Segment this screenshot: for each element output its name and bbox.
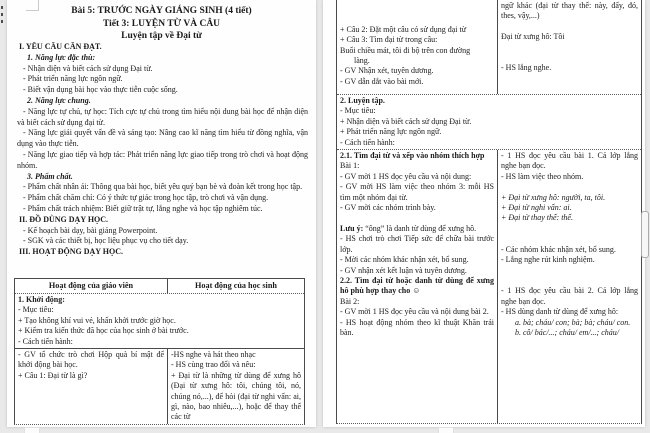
next-page-top-edge — [24, 427, 40, 433]
doc-line — [501, 234, 638, 244]
scrollbar-thumb[interactable] — [641, 211, 649, 258]
doc-line: + Đại từ thay thế: thế. — [501, 213, 573, 223]
doc-line: - Các nhóm khác nhận xét, bổ sung. — [501, 244, 616, 254]
doc-line — [501, 43, 638, 53]
doc-line: + Kiểm tra kiến thức đã học của học sinh ở bài trước. — [18, 326, 189, 336]
doc-line: + Phát triển năng lực ngôn ngữ. — [340, 127, 442, 137]
teacher-activity-cell — [337, 0, 498, 94]
doc-line: - GV mời các nhóm trình bày. — [340, 203, 436, 213]
doc-line: Bài 5: TRƯỚC NGÀY GIÁNG SINH (4 tiết) — [71, 6, 252, 16]
doc-line: - Mời các nhóm khác nhận xét, bổ sung. — [340, 255, 469, 265]
doc-line — [340, 213, 494, 223]
doc-line: Bài 1: — [340, 161, 360, 171]
doc-line: - Phẩm chất chăm chỉ: Có ý thức tự giác trong học tập, trò chơi và vận dụng. — [23, 193, 269, 203]
doc-line — [501, 266, 638, 276]
doc-line: - HS dùng danh từ dùng để xưng hô: — [501, 307, 619, 317]
left-edge-marks — [0, 6, 4, 28]
activity-table-page2 — [336, 0, 642, 424]
doc-line: - HS làm việc theo nhóm. — [501, 171, 584, 181]
doc-line: Luyện tập về Đại từ — [121, 31, 202, 42]
doc-line: II. ĐỒ DÙNG DẠY HỌC. — [19, 214, 109, 224]
doc-line: - GV tổ chức trò chơi Hộp quà bí mật để khởi động bài học. — [18, 350, 164, 370]
doc-line: Tiết 3: LUYỆN TỪ VÀ CÂU — [102, 18, 221, 29]
doc-line — [501, 22, 638, 32]
doc-line — [340, 14, 494, 24]
table-row — [337, 150, 641, 423]
doc-line: I. YÊU CẦU CẦN ĐẠT. — [19, 42, 102, 51]
doc-line: - 1 HS đọc yêu cầu bài 1. Cả lớp lắng nghe bạn đọc. — [501, 151, 638, 171]
doc-line: - Phẩm chất nhân ái: Thông qua bài học, biết yêu quý bạn bè và đoàn kết trong học tập. — [23, 182, 303, 192]
student-activity-cell — [498, 150, 641, 423]
activity1-span-row — [15, 294, 304, 349]
doc-line: + Đại từ là những từ dùng để xưng hô (Đại từ xưng hô: tôi, chúng tôi, nó, chúng nó,...), để hỏi (đại từ nghi vấn: ai, gì, nào, bao nhiêu,...), hoặc để thay thế các từ — [171, 370, 301, 422]
doc-line: - Mục tiêu: — [340, 106, 376, 116]
doc-line: 2.2. Tìm đại từ hoặc danh từ dùng để xưng hô phù hợp thay cho ☺ — [340, 275, 494, 296]
doc-line: - GV mời 1 HS đọc yêu cầu và nội dung: — [340, 171, 472, 181]
doc-line: 2. Luyện tập. — [340, 96, 385, 105]
teacher-activity-cell — [15, 349, 168, 424]
doc-line: - 1 HS đọc yêu cầu bài 2. Cả lớp lắng nghe bạn đọc. — [501, 286, 638, 306]
doc-line: - GV mời HS làm việc theo nhóm 3: mỗi HS tìm một nhóm đại từ. — [340, 182, 494, 202]
doc-line: + Câu 3: Tìm đại từ trong câu: — [340, 35, 438, 45]
doc-line: - HS chơi trò chơi Tiếp sức để chữa bài trước lớp. — [340, 234, 494, 254]
activity-table-page1 — [14, 278, 305, 425]
doc-line: - Cách tiến hành: — [340, 137, 395, 147]
doc-line: - Mục tiêu: — [18, 305, 54, 315]
doc-line — [501, 53, 638, 63]
doc-line: + Nhận diện và biết cách sử dụng Đại từ. — [340, 116, 472, 126]
doc-line: - Phát triển năng lực ngôn ngữ. — [23, 74, 123, 84]
doc-line: - Cách tiến hành: — [18, 336, 73, 346]
doc-line: 2. Năng lực chung. — [27, 95, 91, 105]
doc-line: + Đại từ xưng hô: người, ta, tôi. — [501, 192, 606, 202]
teacher-activity-cell — [337, 150, 498, 423]
doc-line: + Câu 2: Đặt một câu có sử dụng đại từ — [340, 24, 467, 34]
doc-line: làng. — [354, 56, 370, 66]
doc-line: b. cô/ bác/...; cháu/ em/...; cháu/ — [515, 327, 619, 337]
doc-line: - GV Nhận xét, tuyên dương. — [340, 66, 434, 76]
table-row-continued — [337, 0, 641, 95]
next-page-top-edge — [438, 427, 454, 433]
doc-line: - Phẩm chất trách nhiệm: Biết giữ trật tự, lắng nghe và học tập nghiêm túc. — [23, 203, 263, 213]
doc-line: ngữ khác (đại từ thay thế: này, đấy, đó, thes, vậy,...) — [501, 1, 638, 21]
doc-line: -HS nghe và hát theo nhạc — [171, 350, 256, 360]
doc-line: III. HOẠT ĐỘNG DẠY HỌC. — [19, 247, 124, 257]
doc-line: - Nhận diện và biết cách sử dụng Đại từ. — [23, 63, 153, 73]
doc-line: 3. Phẩm chất. — [27, 171, 73, 181]
doc-line: Bài 2: — [340, 296, 360, 306]
doc-line — [501, 224, 638, 234]
doc-line: - GV mời 1 HS đọc yêu cầu và nội dung bài 2. — [340, 307, 489, 317]
doc-line: - Lắng nghe rút kinh nghiệm. — [501, 255, 595, 265]
doc-line: Buổi chiều mát, tôi đi bộ trên con đường — [340, 45, 471, 55]
table-header-row — [15, 279, 304, 294]
doc-line: - HS hoạt động nhóm theo kĩ thuật Khăn trải bàn. — [340, 317, 494, 337]
document-page-2[interactable] — [323, 0, 645, 427]
doc-line: Đại từ xưng hô: Tôi — [501, 32, 565, 42]
doc-line: 1. Khởi động: — [18, 295, 65, 304]
doc-line: - Biết vận dụng bài học vào thực tiễn cuộc sống. — [23, 85, 178, 95]
doc-line: - Kế hoạch bài dạy, bài giảng Powerpoint. — [23, 225, 158, 235]
doc-line: + Tạo không khí vui vẻ, khấn khởi trước giờ học. — [18, 315, 176, 325]
doc-line: - GV dẫn dắt vào bài mới. — [340, 76, 424, 86]
doc-line — [501, 276, 638, 286]
lesson-body-text — [17, 42, 308, 276]
student-activity-cell — [498, 0, 641, 94]
doc-line: - Năng lực giao tiếp và hợp tác: Phát triển năng lực giao tiếp trong trò chơi và hoạt động nhóm. — [17, 149, 308, 170]
doc-line: + Câu 1: Đại từ là gì? — [18, 370, 88, 380]
doc-line: - HS cùng trao đổi và nêu: — [171, 360, 256, 370]
doc-line: - Năng lực giải quyết vấn đề và sáng tạo: Nâng cao kĩ năng tìm hiểu từ đồng nghĩa, vận dụng vào thực tiễn. — [17, 128, 308, 149]
doc-line: + Đại từ nghi vấn: ai. — [501, 203, 572, 213]
document-page-1[interactable] — [7, 0, 316, 427]
doc-line: Lưu ý: “ông” là danh từ dùng để xưng hô. — [340, 223, 477, 233]
activity2-span-row — [337, 95, 641, 150]
table-header-gv: Hoạt động của giáo viên — [15, 279, 168, 293]
lesson-title-block — [7, 5, 316, 43]
table-header-hs: Hoạt động của học sinh — [195, 280, 277, 290]
doc-line — [501, 182, 638, 192]
doc-line: 1. Năng lực đặc thù: — [27, 52, 96, 62]
doc-line: a. bà; cháu/ con; bà; bà; cháu/ con. — [515, 317, 631, 327]
doc-line: - GV nhận xét kết luận và tuyên dương. — [340, 265, 467, 275]
doc-line: 2.1. Tìm đại từ và xếp vào nhóm thích hợp — [340, 151, 485, 161]
doc-line — [340, 4, 494, 14]
doc-line: - SGK và các thiết bị, học liệu phục vụ cho tiết dạy. — [23, 236, 189, 246]
student-activity-cell — [168, 349, 304, 424]
doc-line: - HS lắng nghe. — [501, 63, 552, 73]
table-row — [15, 349, 304, 424]
doc-line: - Năng lực tự chủ, tự học: Tích cực tự chủ trong tìm hiểu nội dung bài học để nhận diện và biết cách sử dụng đại từ. — [17, 106, 308, 127]
